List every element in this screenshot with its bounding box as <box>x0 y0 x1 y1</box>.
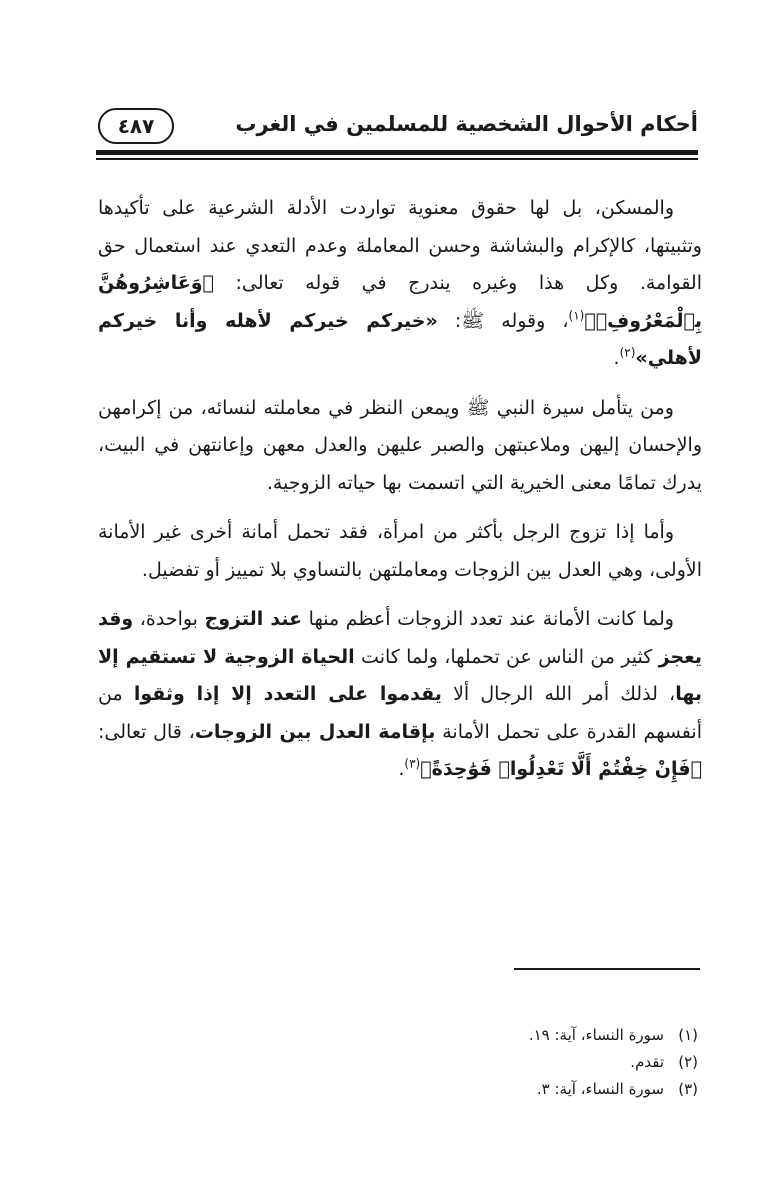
paragraph-4-part-a: ولما كانت الأمانة عند تعدد الزوجات أعظم منها <box>302 608 674 630</box>
quran-verse-1: ﴿وَعَاشِرُوهُنَّ بِٱلْمَعْرُوفِۚ﴾ <box>98 272 702 332</box>
footnotes <box>96 1022 698 1103</box>
page-header <box>96 104 698 148</box>
quran-verse-2: ﴿فَإِنْ خِفْتُمْ أَلَّا تَعْدِلُوا۟ فَوَٰحِدَةً﴾ <box>420 758 702 780</box>
paragraph-2: ومن يتأمل سيرة النبي ﷺ ويمعن النظر في معاملته لنسائه، من إكرامهن والإحسان إليهن وملاعبتهن والصبر عليهن والعدل معهن وإعانتهن في البيت، يدرك تمامًا معنى الخيرية التي اتسمت بها حياته الزوجية. <box>98 396 702 494</box>
paragraph-4-end: . <box>398 758 405 780</box>
footnote-2-number: (٢) <box>678 1053 698 1071</box>
footnote-ref-3: (٣) <box>404 756 421 771</box>
paragraph-4-part-k: ، قال تعالى: <box>98 720 195 743</box>
running-title: أحكام الأحوال الشخصية للمسلمين في الغرب <box>235 112 698 136</box>
footnote-2 <box>96 1049 698 1076</box>
paragraph-1-text-c: . <box>613 347 620 369</box>
footnote-3 <box>96 1076 698 1103</box>
paragraph-4-part-g: ، لذلك أمر الله الرجال ألا <box>441 683 676 705</box>
footnote-2-text: تقدم. <box>630 1053 664 1071</box>
page-number: ٤٨٧ <box>98 108 174 144</box>
paragraph-4-part-b: عند التزوج <box>204 608 303 630</box>
paragraph-1-text-b: ، وقوله ﷺ: <box>437 309 569 332</box>
footnote-1-text: سورة النساء، آية: ١٩. <box>528 1026 664 1044</box>
paragraph-4-part-f: الحياة الزوجية لا تستقيم إلا بها <box>98 645 702 705</box>
paragraph-4-part-j: بإقامة العدل بين الزوجات <box>194 720 436 743</box>
hadith-quote: «خيركم خيركم لأهله وأنا خيركم لأهلي» <box>98 309 702 369</box>
paragraph-4-part-h: يقدموا على التعدد إلا إذا وثقوا <box>133 683 442 705</box>
paragraph-4-part-c: بواحدة، <box>133 608 205 630</box>
footnote-1 <box>96 1022 698 1049</box>
paragraph-4 <box>98 601 702 789</box>
header-rule-thick <box>96 150 698 155</box>
header-rule-thin <box>96 158 698 160</box>
paragraph-4-part-d: وقد يعجز <box>98 608 702 668</box>
paragraph-3: وأما إذا تزوج الرجل بأكثر من امرأة، فقد تحمل أمانة أخرى غير الأمانة الأولى، وهي العدل بين الزوجات ومعاملتهن بالتساوي بلا تمييز أو تفضيل. <box>98 521 702 581</box>
footnote-ref-1: (١) <box>568 308 585 323</box>
paragraph-1-text-a: والمسكن، بل لها حقوق معنوية تواردت الأدلة الشرعية على تأكيدها وتثبيتها، كالإكرام والبشاشة وحسن المعاملة وعدم التعدي عند استعمال حق القوامة. وكل هذا وغيره يندرج في قوله تعالى: <box>98 197 702 294</box>
paragraph-4-part-i: من أنفسهم القدرة على تحمل الأمانة <box>98 683 702 743</box>
footnote-separator <box>514 968 700 970</box>
footnote-1-number: (١) <box>678 1026 698 1044</box>
footnote-3-text: سورة النساء، آية: ٣. <box>536 1080 664 1098</box>
paragraph-1 <box>98 190 702 378</box>
footnote-3-number: (٣) <box>678 1080 698 1098</box>
paragraph-4-part-e: كثير من الناس عن تحملها، ولما كانت <box>354 645 659 668</box>
body-text <box>98 190 702 801</box>
footnote-ref-2: (٢) <box>619 345 636 360</box>
